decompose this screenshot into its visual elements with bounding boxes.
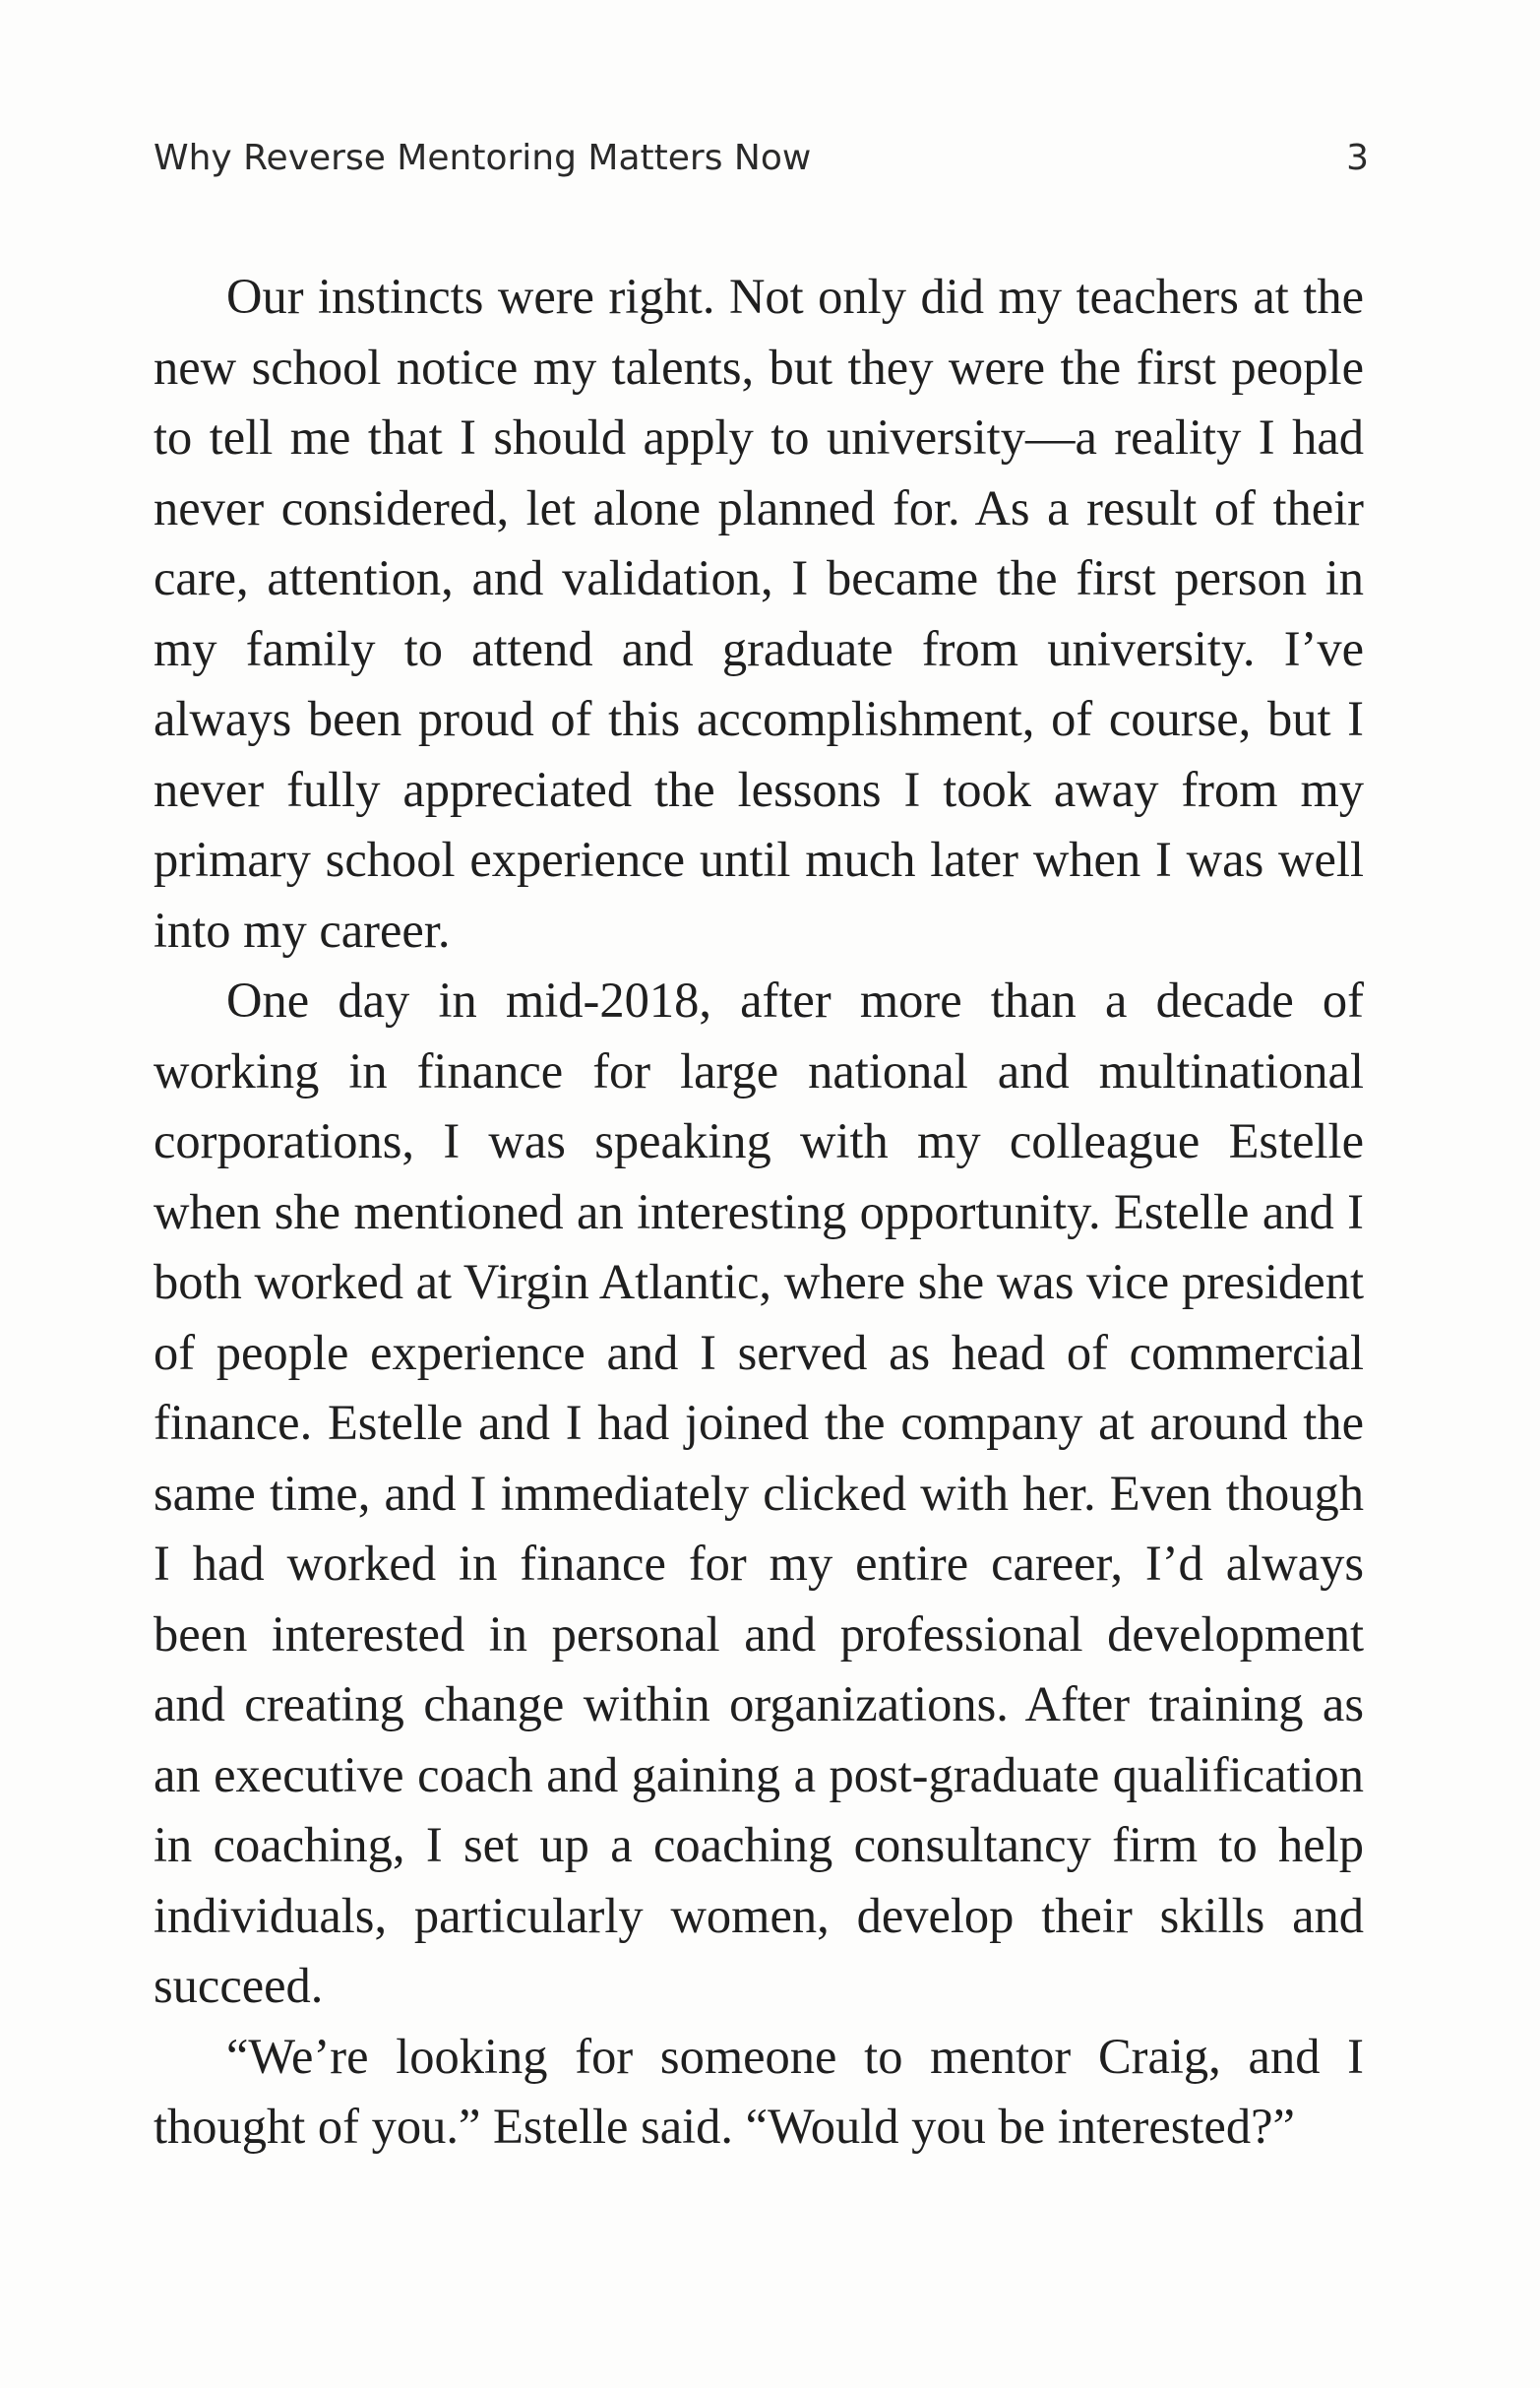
- paragraph: Our instincts were right. Not only did my teachers at the new school notice my talents, but they were the first people to tell me that I should apply to university—a reality I had never considered, let alone planned for. As a result of their care, attention, and validation, I became the first person in my family to attend and graduate from university. I’ve always been proud of this accomplishment, of course, but I never fully appreciated the lessons I took away from my primary school experience until much later when I was well into my career.: [154, 269, 1364, 958]
- paragraph: One day in mid-2018, after more than a decade of working in finance for large national and multinational corporations, I was speaking with my colleague Estelle when she mentioned an interesting opportunity. Estelle and I both worked at Virgin Atlantic, where she was vice president of people experience and I served as head of commercial finance. Estelle and I had joined the company at around the same time, and I immediately clicked with her. Even though I had worked in finance for my entire career, I’d always been interested in personal and professional development and creating change within organizations. After training as an executive coach and gaining a post-graduate qualification in coaching, I set up a coaching consultancy firm to help individuals, particularly women, develop their skills and succeed.: [154, 973, 1364, 2013]
- body-text: [154, 262, 1364, 2163]
- page-number: 3: [1346, 138, 1369, 178]
- running-head-title: Why Reverse Mentoring Matters Now: [154, 138, 812, 178]
- paragraph: “We’re looking for someone to mentor Craig, and I thought of you.” Estelle said. “Would you be interested?”: [154, 2028, 1364, 2154]
